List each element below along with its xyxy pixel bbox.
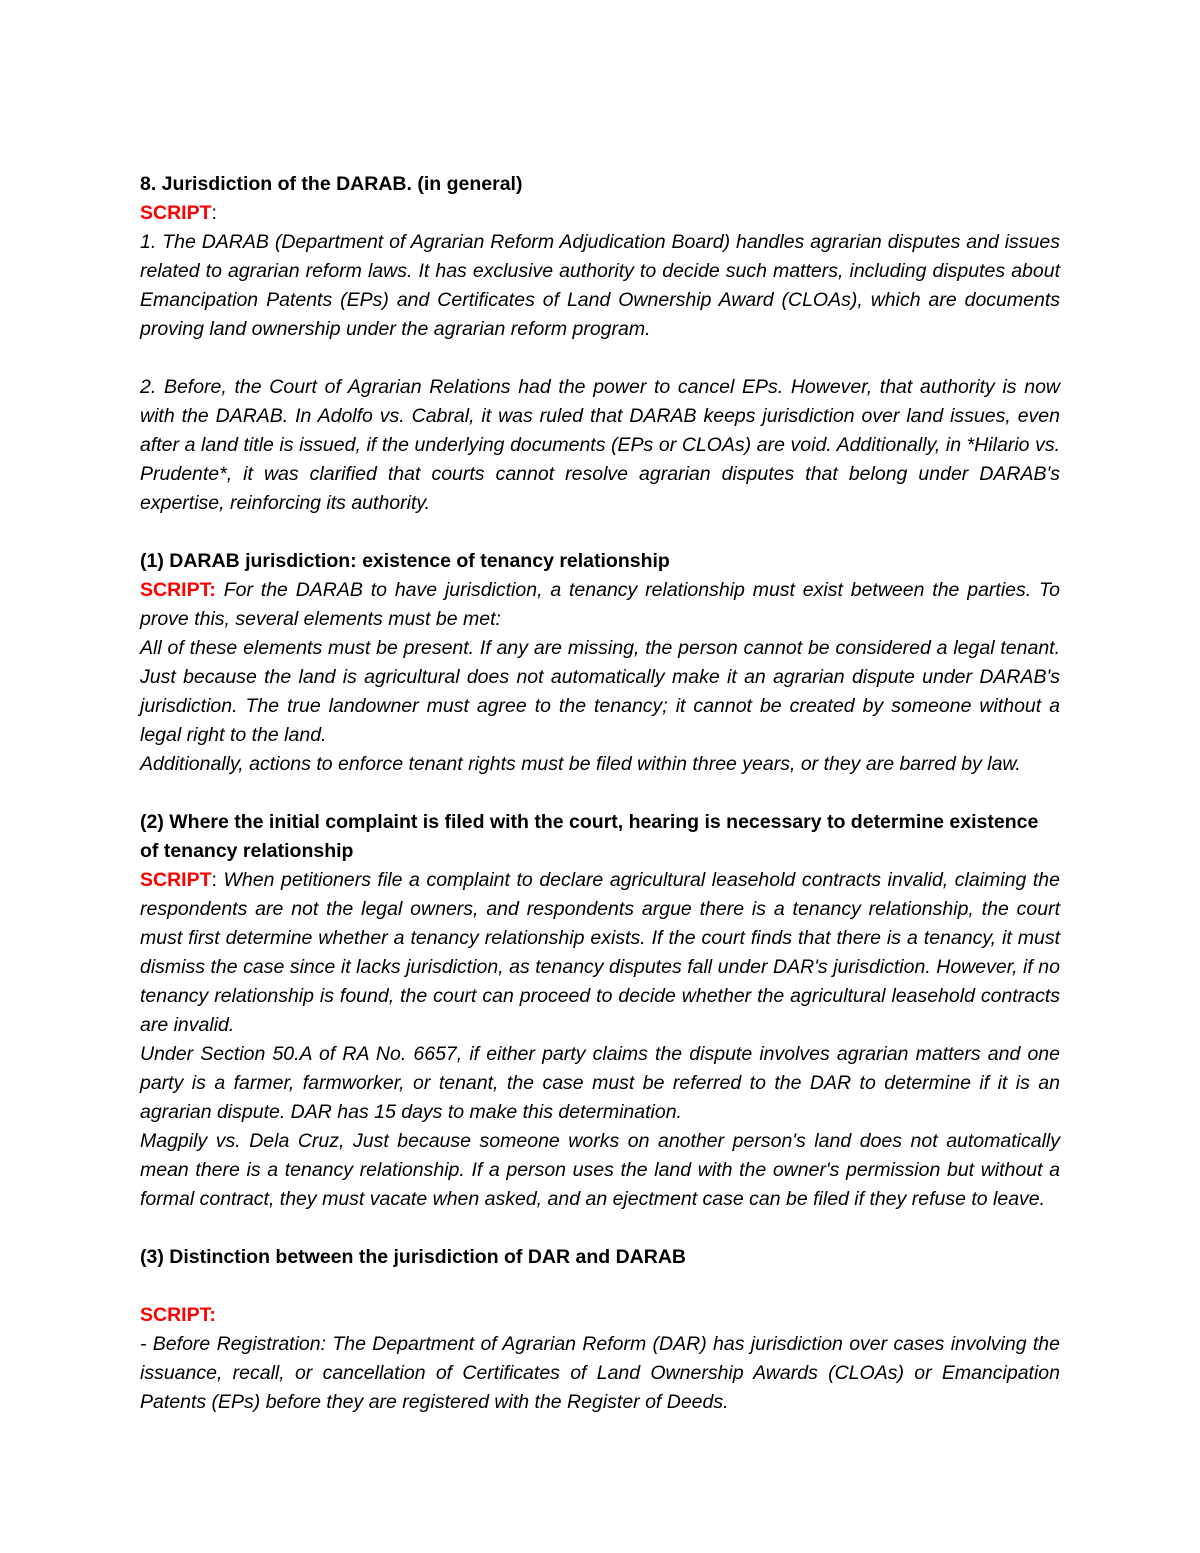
spacer <box>140 779 1060 808</box>
subsection-3 <box>140 1243 1060 1417</box>
spacer <box>140 1272 1060 1301</box>
subsection-2-paragraph-1-text: When petitioners file a complaint to declare agricultural leasehold contracts invalid, claiming the respondents are not the legal owners, and respondents argue there is a tenancy relationship, the court must first determine whether a tenancy relationship exists. If the court finds that there is a tenancy, it must dismiss the case since it lacks jurisdiction, as tenancy disputes fall under DAR's jurisdiction. However, if no tenancy relationship is found, the court can proceed to decide whether the agricultural leasehold contracts are invalid. <box>140 869 1060 1036</box>
section-8-paragraph-2: 2. Before, the Court of Agrarian Relations had the power to cancel EPs. However, that authority is now with the DARAB. In Adolfo vs. Cabral, it was ruled that DARAB keeps jurisdiction over land issues, even after a land title is issued, if the underlying documents (EPs or CLOAs) are void. Additionally, in *Hilario vs. Prudente*, it was clarified that courts cannot resolve agrarian disputes that belong under DARAB's expertise, reinforcing its authority. <box>140 376 1060 514</box>
script-label: SCRIPT <box>140 869 212 891</box>
spacer <box>140 518 1060 547</box>
subsection-3-heading: (3) Distinction between the jurisdiction of DAR and DARAB <box>140 1246 687 1268</box>
subsection-1-paragraph-2: All of these elements must be present. If any are missing, the person cannot be considered a legal tenant. Just because the land is agricultural does not automatically make it an agrarian dispute under DARAB's jurisdiction. The true landowner must agree to the tenancy; it cannot be created by someone without a legal right to the land. <box>140 637 1060 746</box>
section-8 <box>140 170 1060 518</box>
document-page <box>140 170 1060 1417</box>
subsection-1-paragraph-1-text: For the DARAB to have jurisdiction, a tenancy relationship must exist between the parties. To prove this, several elements must be met: <box>140 579 1060 630</box>
script-colon: : <box>211 202 217 224</box>
section-8-script-line <box>140 199 1060 228</box>
spacer <box>140 1214 1060 1243</box>
subsection-3-paragraph-1: - Before Registration: The Department of Agrarian Reform (DAR) has jurisdiction over cases involving the issuance, recall, or cancellation of Certificates of Land Ownership Awards (CLOAs) or Emancipation Patents (EPs) before they are registered with the Register of Deeds. <box>140 1333 1060 1413</box>
subsection-2-paragraph-2: Under Section 50.A of RA No. 6657, if either party claims the dispute involves agrarian matters and one party is a farmer, farmworker, or tenant, the case must be referred to the DAR to determine if it is an agrarian dispute. DAR has 15 days to make this determination. <box>140 1043 1060 1123</box>
subsection-2-heading: (2) Where the initial complaint is filed with the court, hearing is necessary to determine existence of tenancy relationship <box>140 811 1039 862</box>
spacer <box>140 344 1060 373</box>
subsection-1-heading: (1) DARAB jurisdiction: existence of tenancy relationship <box>140 550 670 572</box>
section-8-heading: 8. Jurisdiction of the DARAB. (in general) <box>140 173 523 195</box>
section-8-paragraph-1: 1. The DARAB (Department of Agrarian Reform Adjudication Board) handles agrarian disputes and issues related to agrarian reform laws. It has exclusive authority to decide such matters, including disputes about Emancipation Patents (EPs) and Certificates of Land Ownership Award (CLOAs), which are documents proving land ownership under the agrarian reform program. <box>140 231 1060 340</box>
subsection-2 <box>140 808 1060 1214</box>
subsection-1-paragraph-1 <box>140 576 1060 634</box>
script-label: SCRIPT: <box>140 1304 216 1326</box>
script-label: SCRIPT <box>140 202 212 224</box>
subsection-1 <box>140 547 1060 779</box>
script-colon: : <box>211 869 217 891</box>
script-label: SCRIPT: <box>140 579 216 601</box>
subsection-2-paragraph-1 <box>140 866 1060 1040</box>
subsection-1-paragraph-3: Additionally, actions to enforce tenant rights must be filed within three years, or they are barred by law. <box>140 753 1021 775</box>
subsection-2-paragraph-3: Magpily vs. Dela Cruz, Just because someone works on another person's land does not automatically mean there is a tenancy relationship. If a person uses the land with the owner's permission but without a formal contract, they must vacate when asked, and an ejectment case can be filed if they refuse to leave. <box>140 1130 1060 1210</box>
subsection-3-script-line <box>140 1301 1060 1330</box>
